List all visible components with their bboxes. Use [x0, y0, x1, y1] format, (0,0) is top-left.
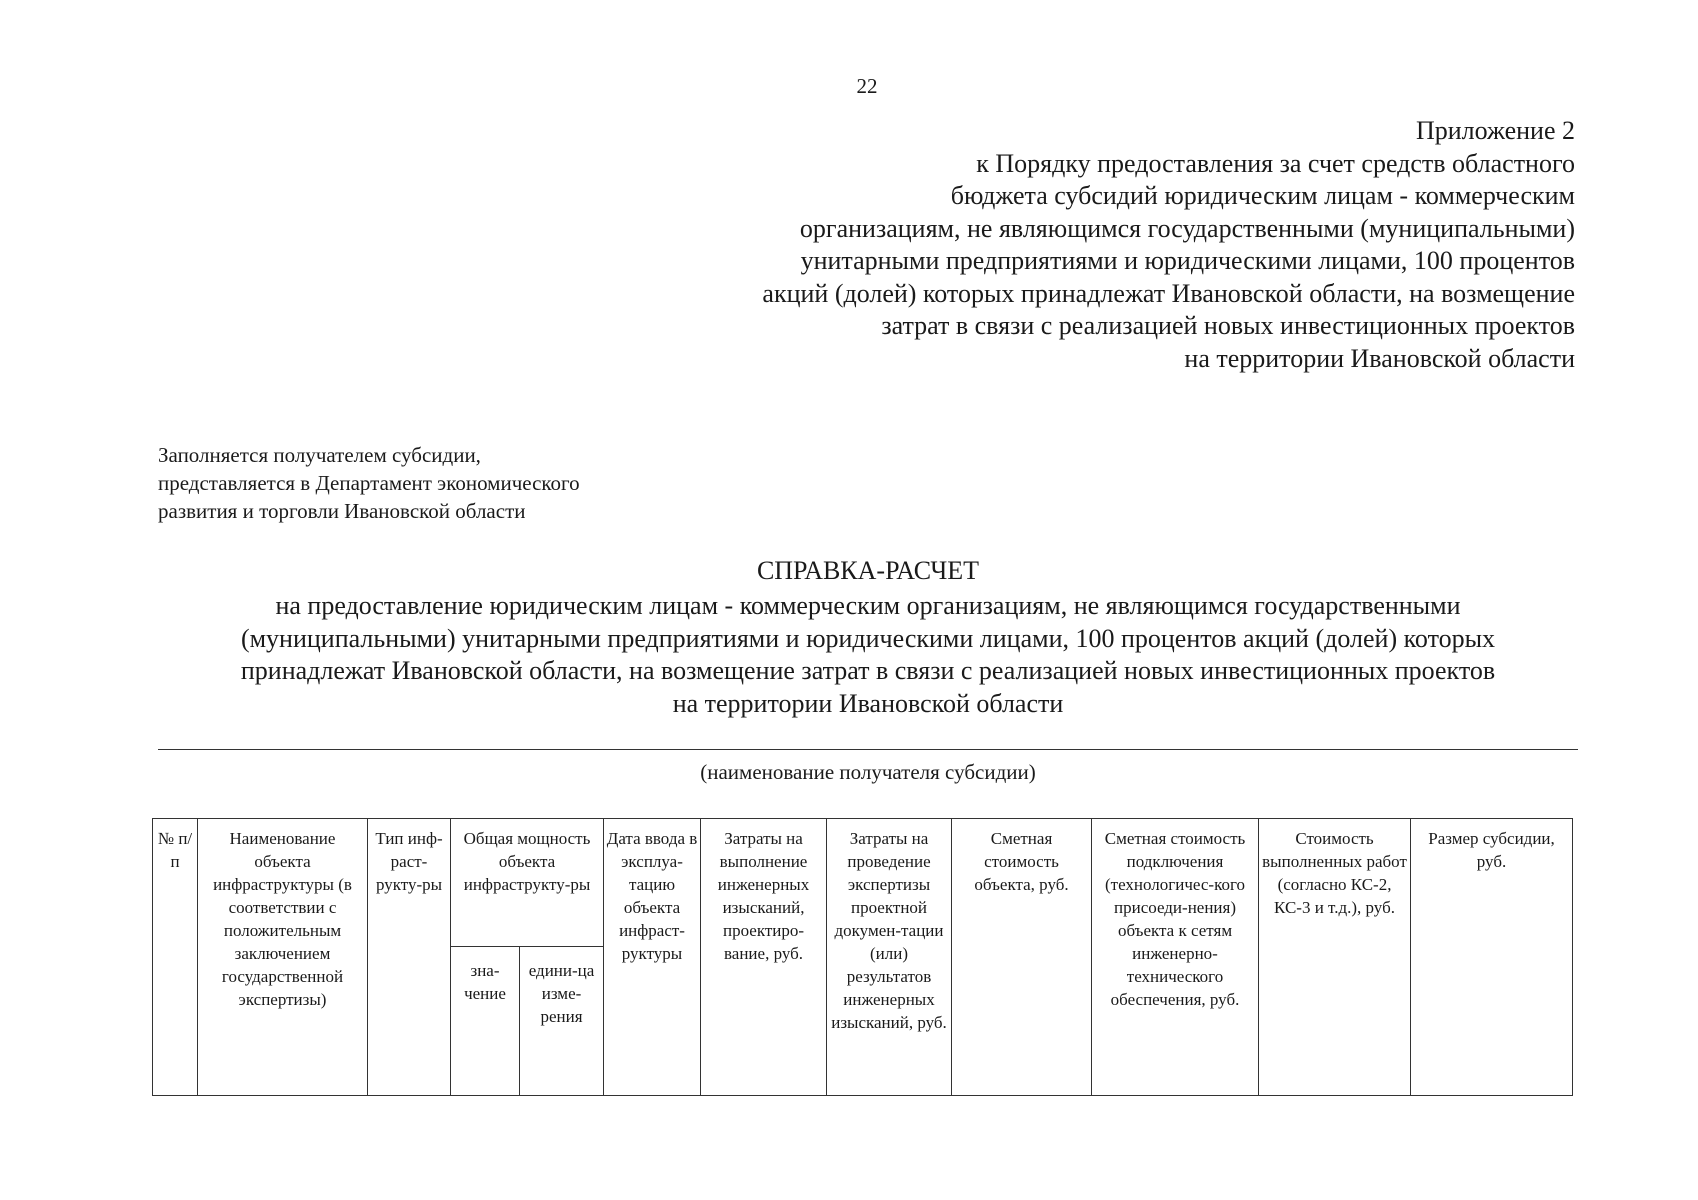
appendix-line: Приложение 2	[1415, 116, 1575, 145]
document-subtitle	[158, 590, 1578, 720]
recipient-name-line	[158, 749, 1578, 750]
note-line: представляется в Департамент экономического	[158, 471, 580, 495]
header-number: № п/п	[153, 819, 198, 1096]
header-capacity-unit: едини-ца изме-рения	[520, 947, 604, 1096]
header-subsidy-amount: Размер субсидии, руб.	[1411, 819, 1573, 1096]
appendix-line: акций (долей) которых принадлежат Ивановской области, на возмещение	[762, 278, 1575, 308]
header-engineering-costs: Затраты на выполнение инженерных изысканий, проектиро-вание, руб.	[701, 819, 827, 1096]
header-expertise-costs: Затраты на проведение экспертизы проектной докумен-тации (или) результатов инженерных изысканий, руб.	[827, 819, 952, 1096]
page-number: 22	[856, 74, 878, 98]
header-works-cost: Стоимость выполненных работ (согласно КС-2, КС-3 и т.д.), руб.	[1259, 819, 1411, 1096]
recipient-caption: (наименование получателя субсидии)	[700, 760, 1036, 784]
document-title: СПРАВКА-РАСЧЕТ	[756, 556, 980, 585]
appendix-line: организациям, не являющимся государственными (муниципальными)	[799, 213, 1575, 243]
calculation-table	[152, 818, 1573, 1096]
header-infrastructure-type: Тип инф-раст-рукту-ры	[368, 819, 451, 1096]
appendix-line: затрат в связи с реализацией новых инвестиционных проектов	[881, 311, 1575, 340]
appendix-line: унитарными предприятиями и юридическими лицами, 100 процентов	[800, 246, 1575, 275]
header-capacity-value: зна-чение	[451, 947, 520, 1096]
subtitle-line: принадлежат Ивановской области, на возмещение затрат в связи с реализацией новых инвестиционных проектов	[240, 656, 1496, 685]
header-capacity: Общая мощность объекта инфраструкту-ры	[451, 819, 604, 947]
subtitle-line: на предоставление юридическим лицам - коммерческим организациям, не являющимся государственными	[275, 591, 1461, 620]
header-commissioning-date: Дата ввода в эксплуа-тацию объекта инфраст-руктуры	[604, 819, 701, 1096]
appendix-header	[675, 115, 1575, 375]
submission-note	[158, 441, 580, 525]
note-line: развития и торговли Ивановской области	[158, 499, 526, 523]
note-line: Заполняется получателем субсидии,	[158, 443, 481, 467]
appendix-line: бюджета субсидий юридическим лицам - коммерческим	[950, 181, 1575, 210]
subtitle-line: (муниципальными) унитарными предприятиями и юридическими лицами, 100 процентов акций (долей) которых	[240, 623, 1496, 653]
header-object-name: Наименование объекта инфраструктуры (в соответствии с положительным заключением государственной экспертизы)	[198, 819, 368, 1096]
appendix-line: к Порядку предоставления за счет средств областного	[976, 148, 1575, 178]
header-connection-cost: Сметная стоимость подключения (технологичес-кого присоеди-нения) объекта к сетям инженерно-технического обеспечения, руб.	[1092, 819, 1259, 1096]
header-estimated-cost: Сметная стоимость объекта, руб.	[952, 819, 1092, 1096]
appendix-line: на территории Ивановской области	[1184, 343, 1575, 373]
subtitle-line: на территории Ивановской области	[672, 688, 1064, 718]
